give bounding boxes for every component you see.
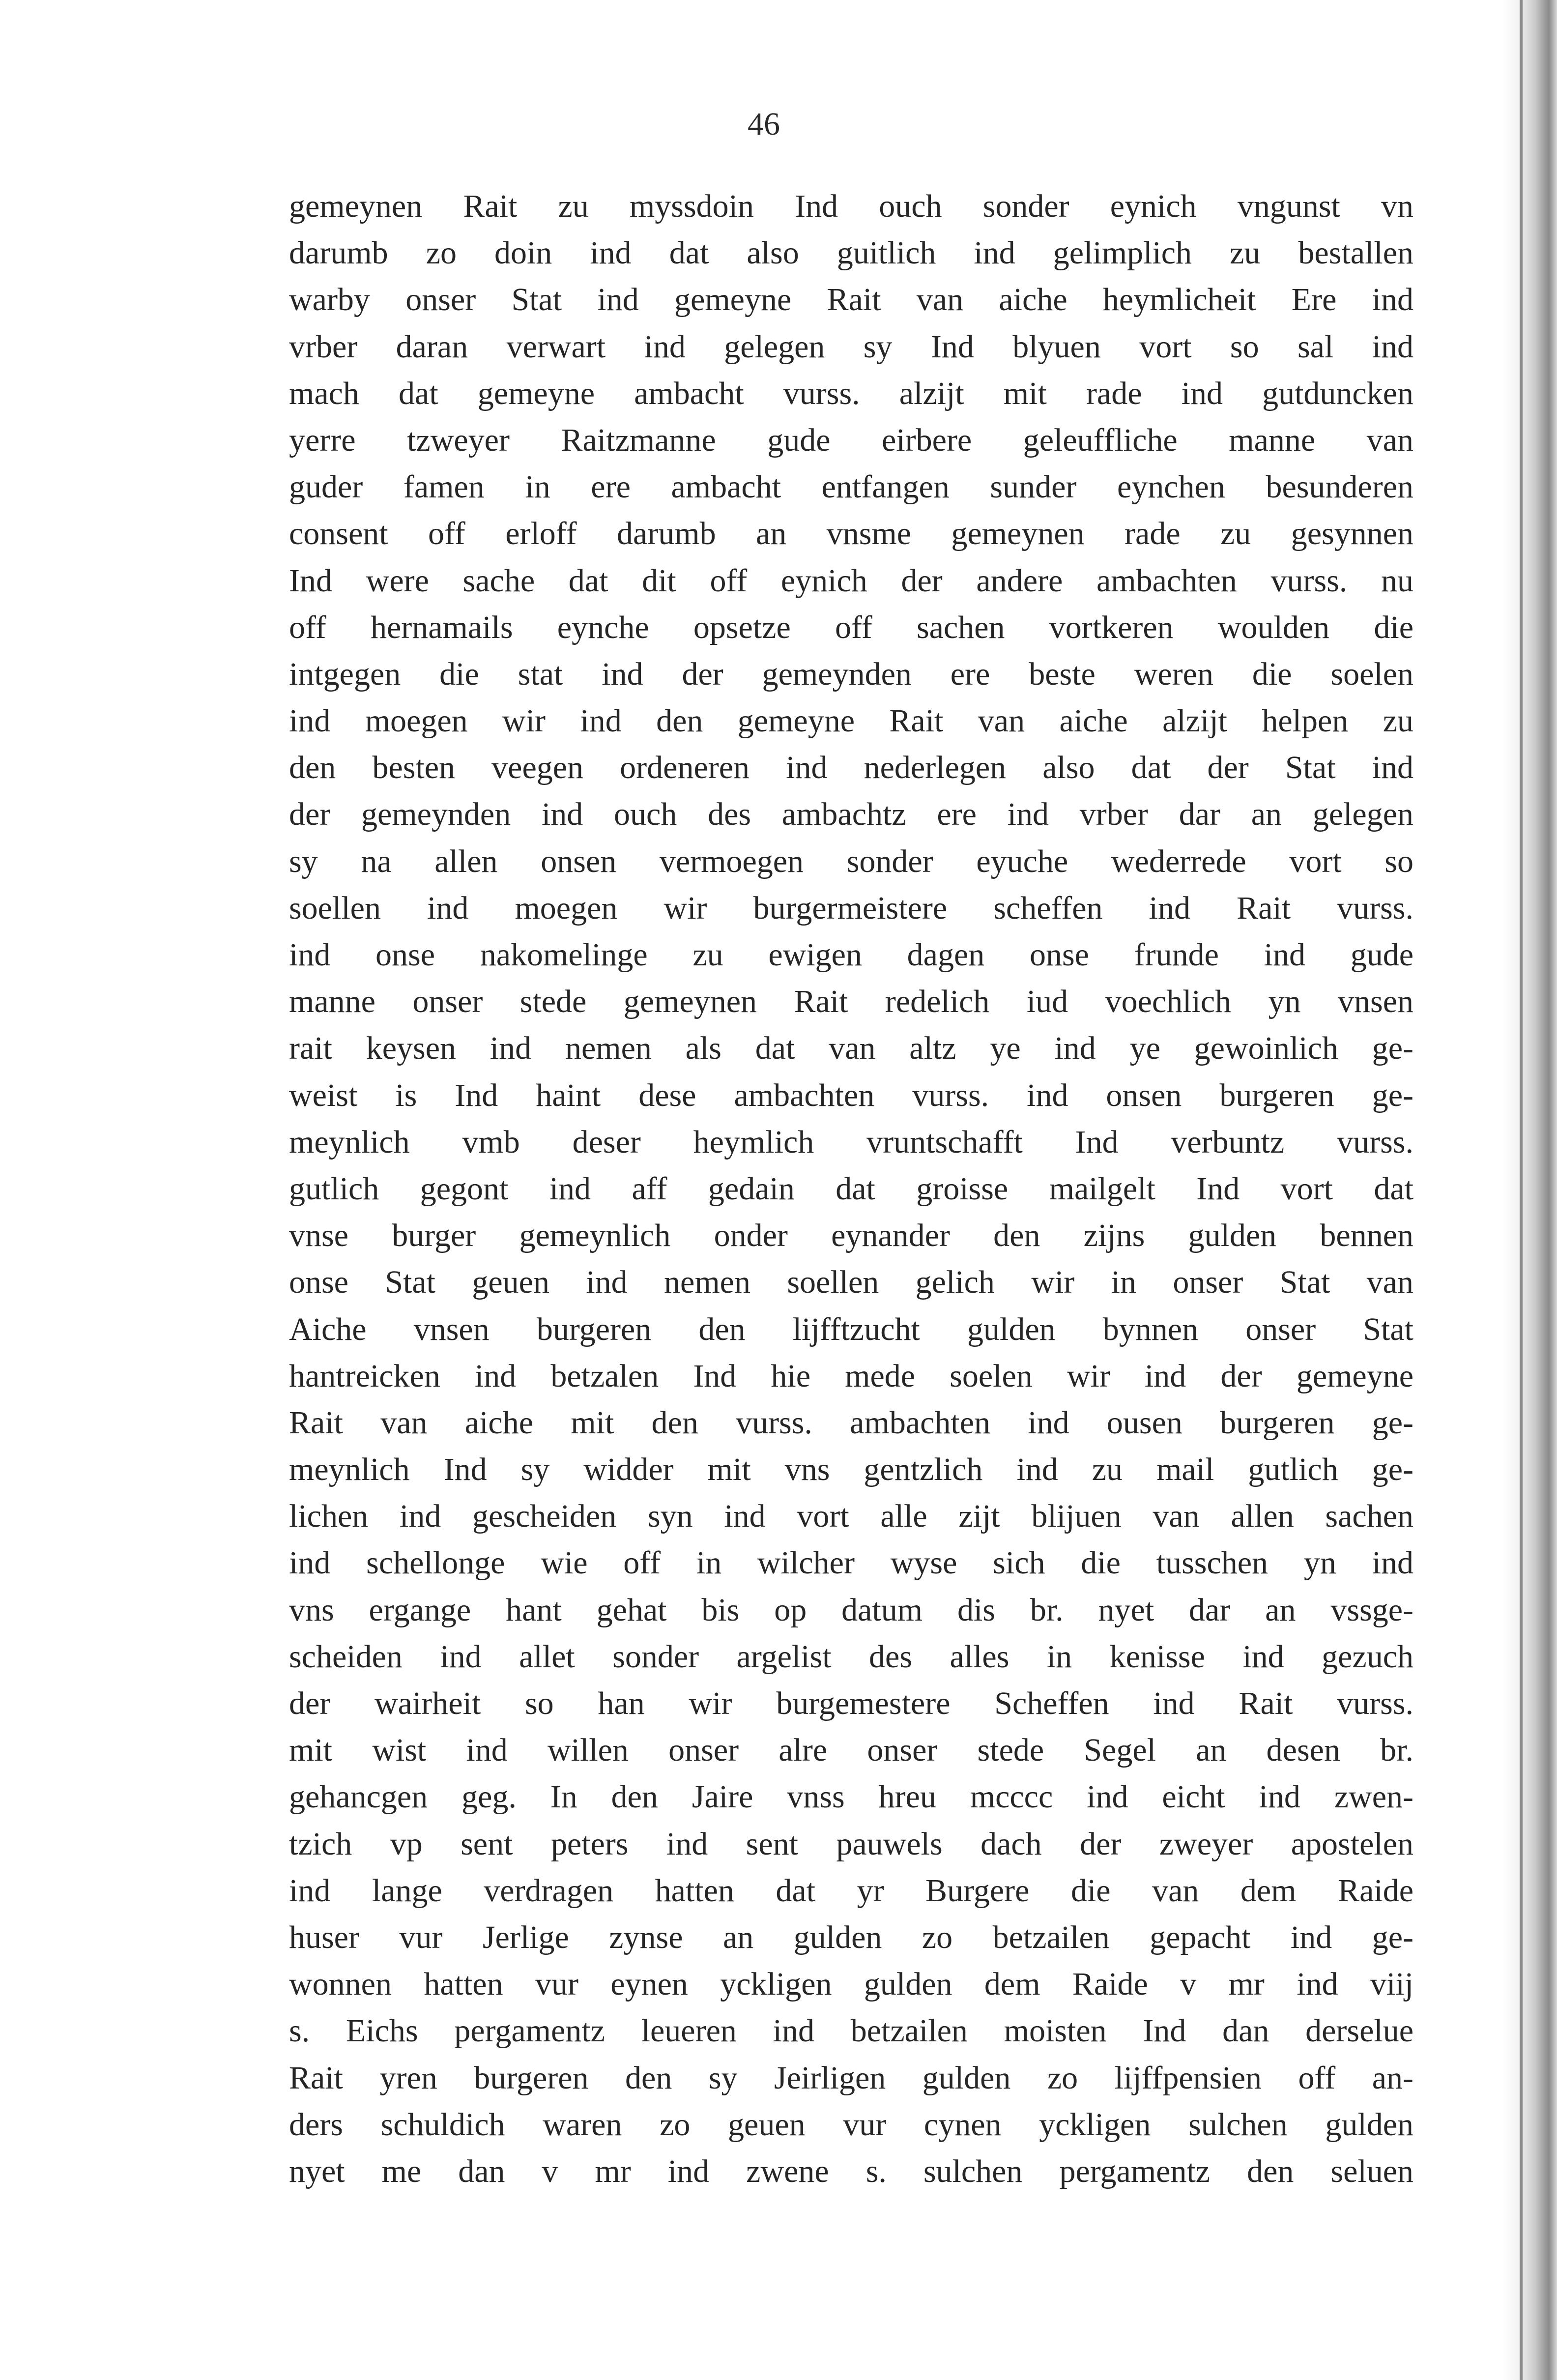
text-line: sy na allen onsen vermoegen sonder eyuche wederrede vort so [289,843,1413,879]
text-line: nyet me dan v mr ind zwene s. sulchen pergamentz den seluen [289,2153,1413,2189]
text-line: ders schuldich waren zo geuen vur cynen yckligen sulchen gulden [289,2106,1413,2143]
text-line: der gemeynden ind ouch des ambachtz ere ind vrber dar an gelegen [289,796,1413,833]
text-line: hantreicken ind betzalen Ind hie mede soelen wir ind der gemeyne [289,1358,1413,1394]
text-line: onse Stat geuen ind nemen soellen gelich wir in onser Stat van [289,1264,1413,1301]
text-line: Ind were sache dat dit off eynich der andere ambachten vurss. nu [289,562,1413,599]
text-line: scheiden ind allet sonder argelist des alles in kenisse ind gezuch [289,1638,1413,1675]
text-line: der wairheit so han wir burgemestere Scheffen ind Rait vurss. [289,1685,1413,1721]
text-line: ind lange verdragen hatten dat yr Burgere die van dem Raide [289,1872,1413,1909]
text-line: mit wist ind willen onser alre onser stede Segel an desen br. [289,1732,1413,1769]
text-line: manne onser stede gemeynen Rait redelich iud voechlich yn vnsen [289,984,1413,1020]
text-line: darumb zo doin ind dat also guitlich ind gelimplich zu bestallen [289,235,1413,271]
text-line: consent off erloff darumb an vnsme gemeynen rade zu gesynnen [289,516,1413,552]
page-number: 46 [748,106,780,142]
text-line: ind schellonge wie off in wilcher wyse sich die tusschen yn ind [289,1545,1413,1581]
text-line: off hernamails eynche opsetze off sachen vortkeren woulden die [289,609,1413,645]
text-line: meynlich Ind sy widder mit vns gentzlich ind zu mail gutlich ge- [289,1451,1413,1488]
text-line: vnse burger gemeynlich onder eynander den zijns gulden bennen [289,1218,1413,1254]
text-line: gutlich gegont ind aff gedain dat groisse mailgelt Ind vort dat [289,1170,1413,1207]
text-line: meynlich vmb deser heymlich vruntschafft Ind verbuntz vurss. [289,1124,1413,1160]
text-line: Aiche vnsen burgeren den lijfftzucht gulden bynnen onser Stat [289,1311,1413,1347]
scan-page-edge [1503,0,1557,2380]
text-line: warby onser Stat ind gemeyne Rait van aiche heymlicheit Ere ind [289,282,1413,318]
text-line: s. Eichs pergamentz leueren ind betzailen moisten Ind dan derselue [289,2013,1413,2049]
text-line: yerre tzweyer Raitzmanne gude eirbere geleuffliche manne van [289,422,1413,458]
text-line: huser vur Jerlige zynse an gulden zo betzailen gepacht ind ge- [289,1919,1413,1955]
text-line: gehancgen geg. In den Jaire vnss hreu mcccc ind eicht ind zwen- [289,1779,1413,1815]
text-line: soellen ind moegen wir burgermeistere scheffen ind Rait vurss. [289,890,1413,926]
text-line: tzich vp sent peters ind sent pauwels dach der zweyer apostelen [289,1826,1413,1862]
text-line: Rait yren burgeren den sy Jeirligen gulden zo lijffpensien off an- [289,2060,1413,2096]
text-line: weist is Ind haint dese ambachten vurss. ind onsen burgeren ge- [289,1077,1413,1113]
text-line: rait keysen ind nemen als dat van altz ye ind ye gewoinlich ge- [289,1030,1413,1067]
text-line: intgegen die stat ind der gemeynden ere beste weren die soelen [289,656,1413,692]
text-line: vrber daran verwart ind gelegen sy Ind blyuen vort so sal ind [289,328,1413,365]
text-line: lichen ind gescheiden syn ind vort alle zijt blijuen van allen sachen [289,1498,1413,1535]
text-line: ind onse nakomelinge zu ewigen dagen onse frunde ind gude [289,937,1413,973]
text-line: mach dat gemeyne ambacht vurss. alzijt mit rade ind gutduncken [289,375,1413,411]
text-line: guder famen in ere ambacht entfangen sunder eynchen besunderen [289,469,1413,505]
text-line: Rait van aiche mit den vurss. ambachten ind ousen burgeren ge- [289,1404,1413,1441]
scan-edge-line [1520,0,1523,2380]
text-line: ind moegen wir ind den gemeyne Rait van aiche alzijt helpen zu [289,703,1413,739]
text-line: gemeynen Rait zu myssdoin Ind ouch sonder eynich vngunst vn [289,188,1413,224]
body-text [289,183,1413,2195]
text-line: den besten veegen ordeneren ind nederlegen also dat der Stat ind [289,750,1413,786]
text-line: vns ergange hant gehat bis op datum dis br. nyet dar an vssge- [289,1592,1413,1628]
text-line: wonnen hatten vur eynen yckligen gulden dem Raide v mr ind viij [289,1966,1413,2003]
